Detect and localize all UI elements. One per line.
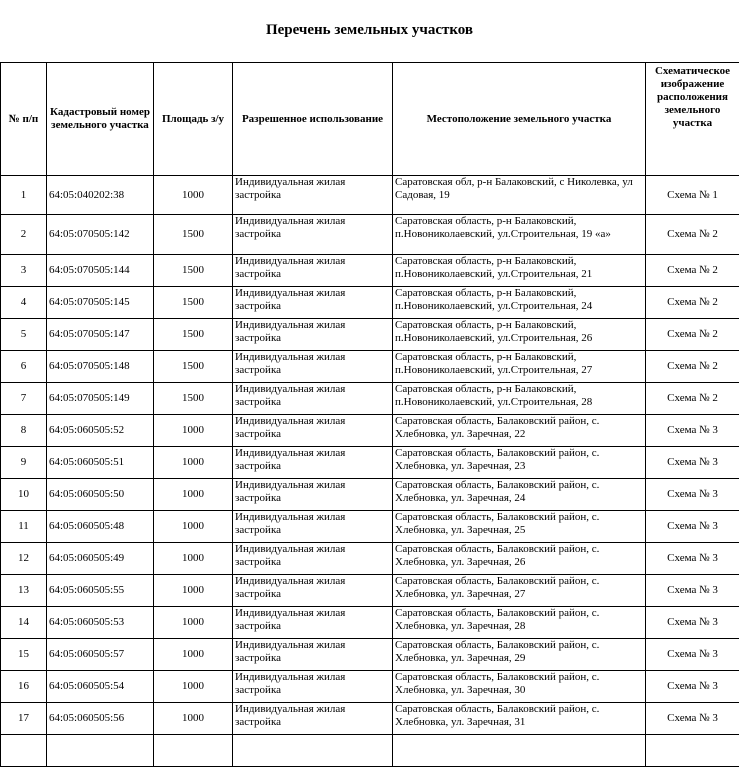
cell-location: Саратовская область, р-н Балаковский, п.Новониколаевский, ул.Строительная, 19 «а» bbox=[393, 215, 646, 255]
cell-area: 1000 bbox=[154, 703, 233, 735]
table-header-row bbox=[1, 63, 739, 176]
cell-area: 1000 bbox=[154, 543, 233, 575]
cell-cadastral-number: 64:05:060505:52 bbox=[47, 415, 154, 447]
cell-number: 4 bbox=[1, 287, 47, 319]
cell-permitted-use: Индивидуальная жилая застройка bbox=[233, 447, 393, 479]
table-row bbox=[1, 447, 739, 479]
cell-cadastral-number: 64:05:060505:50 bbox=[47, 479, 154, 511]
cell-number: 6 bbox=[1, 351, 47, 383]
cell-scheme: Схема № 2 bbox=[646, 383, 739, 415]
cell-area: 1000 bbox=[154, 176, 233, 215]
cell-location: Саратовская область, Балаковский район, с. Хлебновка, ул. Заречная, 24 bbox=[393, 479, 646, 511]
cell-area: 1000 bbox=[154, 607, 233, 639]
cell-cadastral-number: 64:05:060505:53 bbox=[47, 607, 154, 639]
cell-cadastral-number: 64:05:060505:54 bbox=[47, 671, 154, 703]
cell-permitted-use: Индивидуальная жилая застройка bbox=[233, 575, 393, 607]
cell-permitted-use: Индивидуальная жилая застройка bbox=[233, 383, 393, 415]
cell-number: 16 bbox=[1, 671, 47, 703]
cell-scheme bbox=[646, 735, 739, 767]
page-title: Перечень земельных участков bbox=[0, 22, 739, 39]
table-row bbox=[1, 575, 739, 607]
cell-scheme: Схема № 3 bbox=[646, 607, 739, 639]
cell-cadastral-number: 64:05:070505:149 bbox=[47, 383, 154, 415]
header-number: № п/п bbox=[1, 63, 47, 176]
cell-permitted-use bbox=[233, 735, 393, 767]
cell-cadastral-number: 64:05:070505:144 bbox=[47, 255, 154, 287]
cell-cadastral-number: 64:05:070505:148 bbox=[47, 351, 154, 383]
table-row bbox=[1, 351, 739, 383]
cell-permitted-use: Индивидуальная жилая застройка bbox=[233, 543, 393, 575]
cell-scheme: Схема № 3 bbox=[646, 479, 739, 511]
cell-cadastral-number: 64:05:060505:48 bbox=[47, 511, 154, 543]
cell-location: Саратовская область, Балаковский район, с. Хлебновка, ул. Заречная, 23 bbox=[393, 447, 646, 479]
table-row bbox=[1, 639, 739, 671]
cell-permitted-use: Индивидуальная жилая застройка bbox=[233, 511, 393, 543]
cell-number: 11 bbox=[1, 511, 47, 543]
cell-cadastral-number: 64:05:070505:145 bbox=[47, 287, 154, 319]
cell-number: 17 bbox=[1, 703, 47, 735]
cell-cadastral-number: 64:05:060505:51 bbox=[47, 447, 154, 479]
table-row bbox=[1, 287, 739, 319]
header-location: Местоположение земельного участка bbox=[393, 63, 646, 176]
cell-location: Саратовская область, Балаковский район, с. Хлебновка, ул. Заречная, 30 bbox=[393, 671, 646, 703]
cell-cadastral-number: 64:05:060505:55 bbox=[47, 575, 154, 607]
cell-location: Саратовская область, Балаковский район, с. Хлебновка, ул. Заречная, 27 bbox=[393, 575, 646, 607]
cell-scheme: Схема № 3 bbox=[646, 511, 739, 543]
cell-scheme: Схема № 3 bbox=[646, 415, 739, 447]
cell-number: 3 bbox=[1, 255, 47, 287]
cell-location: Саратовская область, р-н Балаковский, п.Новониколаевский, ул.Строительная, 21 bbox=[393, 255, 646, 287]
cell-number: 10 bbox=[1, 479, 47, 511]
cell-number: 2 bbox=[1, 215, 47, 255]
cell-location: Саратовская область, р-н Балаковский, п.Новониколаевский, ул.Строительная, 26 bbox=[393, 319, 646, 351]
cell-number: 7 bbox=[1, 383, 47, 415]
cell-scheme: Схема № 1 bbox=[646, 176, 739, 215]
cell-cadastral-number: 64:05:060505:56 bbox=[47, 703, 154, 735]
cell-permitted-use: Индивидуальная жилая застройка bbox=[233, 176, 393, 215]
cell-scheme: Схема № 2 bbox=[646, 319, 739, 351]
cell-area: 1500 bbox=[154, 383, 233, 415]
cell-scheme: Схема № 2 bbox=[646, 287, 739, 319]
cell-cadastral-number: 64:05:060505:49 bbox=[47, 543, 154, 575]
cell-number: 14 bbox=[1, 607, 47, 639]
cell-location: Саратовская обл, р-н Балаковский, с Николевка, ул Садовая, 19 bbox=[393, 176, 646, 215]
cell-area: 1000 bbox=[154, 575, 233, 607]
cell-number bbox=[1, 735, 47, 767]
cell-number: 15 bbox=[1, 639, 47, 671]
table-row bbox=[1, 255, 739, 287]
cell-scheme: Схема № 3 bbox=[646, 671, 739, 703]
table-row bbox=[1, 319, 739, 351]
cell-area: 1500 bbox=[154, 351, 233, 383]
cell-permitted-use: Индивидуальная жилая застройка bbox=[233, 607, 393, 639]
cell-location: Саратовская область, р-н Балаковский, п.Новониколаевский, ул.Строительная, 28 bbox=[393, 383, 646, 415]
table-row bbox=[1, 215, 739, 255]
cell-permitted-use: Индивидуальная жилая застройка bbox=[233, 351, 393, 383]
cell-area: 1000 bbox=[154, 447, 233, 479]
table-row bbox=[1, 383, 739, 415]
cell-cadastral-number: 64:05:040202:38 bbox=[47, 176, 154, 215]
cell-scheme: Схема № 2 bbox=[646, 215, 739, 255]
cell-permitted-use: Индивидуальная жилая застройка bbox=[233, 479, 393, 511]
cell-permitted-use: Индивидуальная жилая застройка bbox=[233, 215, 393, 255]
header-scheme: Схематическое изображение расположения земельного участка bbox=[646, 63, 739, 176]
cell-permitted-use: Индивидуальная жилая застройка bbox=[233, 639, 393, 671]
cell-area: 1500 bbox=[154, 215, 233, 255]
cell-number: 1 bbox=[1, 176, 47, 215]
cell-cadastral-number: 64:05:060505:57 bbox=[47, 639, 154, 671]
cell-location: Саратовская область, Балаковский район, с. Хлебновка, ул. Заречная, 26 bbox=[393, 543, 646, 575]
cell-area: 1000 bbox=[154, 511, 233, 543]
cell-area: 1500 bbox=[154, 319, 233, 351]
table-body bbox=[1, 176, 739, 767]
cell-area: 1000 bbox=[154, 639, 233, 671]
cell-area bbox=[154, 735, 233, 767]
cell-permitted-use: Индивидуальная жилая застройка bbox=[233, 287, 393, 319]
cell-cadastral-number: 64:05:070505:147 bbox=[47, 319, 154, 351]
header-permitted-use: Разрешенное использование bbox=[233, 63, 393, 176]
cell-area: 1000 bbox=[154, 415, 233, 447]
cell-location bbox=[393, 735, 646, 767]
cell-permitted-use: Индивидуальная жилая застройка bbox=[233, 703, 393, 735]
cell-number: 5 bbox=[1, 319, 47, 351]
cell-location: Саратовская область, Балаковский район, с. Хлебновка, ул. Заречная, 22 bbox=[393, 415, 646, 447]
cell-number: 12 bbox=[1, 543, 47, 575]
table-row bbox=[1, 607, 739, 639]
cell-area: 1000 bbox=[154, 671, 233, 703]
cell-scheme: Схема № 3 bbox=[646, 639, 739, 671]
table-row bbox=[1, 415, 739, 447]
table-row bbox=[1, 671, 739, 703]
cell-scheme: Схема № 3 bbox=[646, 447, 739, 479]
cell-location: Саратовская область, Балаковский район, с. Хлебновка, ул. Заречная, 29 bbox=[393, 639, 646, 671]
cell-number: 8 bbox=[1, 415, 47, 447]
cell-location: Саратовская область, Балаковский район, с. Хлебновка, ул. Заречная, 28 bbox=[393, 607, 646, 639]
cell-scheme: Схема № 2 bbox=[646, 255, 739, 287]
table-row bbox=[1, 703, 739, 735]
cell-location: Саратовская область, р-н Балаковский, п.Новониколаевский, ул.Строительная, 27 bbox=[393, 351, 646, 383]
land-plots-table bbox=[0, 62, 739, 767]
table-row bbox=[1, 735, 739, 767]
cell-location: Саратовская область, Балаковский район, с. Хлебновка, ул. Заречная, 31 bbox=[393, 703, 646, 735]
cell-scheme: Схема № 3 bbox=[646, 575, 739, 607]
cell-permitted-use: Индивидуальная жилая застройка bbox=[233, 671, 393, 703]
table-row bbox=[1, 176, 739, 215]
cell-permitted-use: Индивидуальная жилая застройка bbox=[233, 415, 393, 447]
cell-area: 1500 bbox=[154, 287, 233, 319]
cell-cadastral-number bbox=[47, 735, 154, 767]
cell-area: 1500 bbox=[154, 255, 233, 287]
cell-cadastral-number: 64:05:070505:142 bbox=[47, 215, 154, 255]
cell-scheme: Схема № 3 bbox=[646, 703, 739, 735]
cell-location: Саратовская область, р-н Балаковский, п.Новониколаевский, ул.Строительная, 24 bbox=[393, 287, 646, 319]
table-row bbox=[1, 543, 739, 575]
cell-scheme: Схема № 3 bbox=[646, 543, 739, 575]
header-cadastral-number: Кадастровый номер земельного участка bbox=[47, 63, 154, 176]
cell-permitted-use: Индивидуальная жилая застройка bbox=[233, 255, 393, 287]
table-row bbox=[1, 479, 739, 511]
table-row bbox=[1, 511, 739, 543]
cell-number: 13 bbox=[1, 575, 47, 607]
cell-permitted-use: Индивидуальная жилая застройка bbox=[233, 319, 393, 351]
cell-scheme: Схема № 2 bbox=[646, 351, 739, 383]
cell-location: Саратовская область, Балаковский район, с. Хлебновка, ул. Заречная, 25 bbox=[393, 511, 646, 543]
header-area: Площадь з/у bbox=[154, 63, 233, 176]
cell-number: 9 bbox=[1, 447, 47, 479]
cell-area: 1000 bbox=[154, 479, 233, 511]
